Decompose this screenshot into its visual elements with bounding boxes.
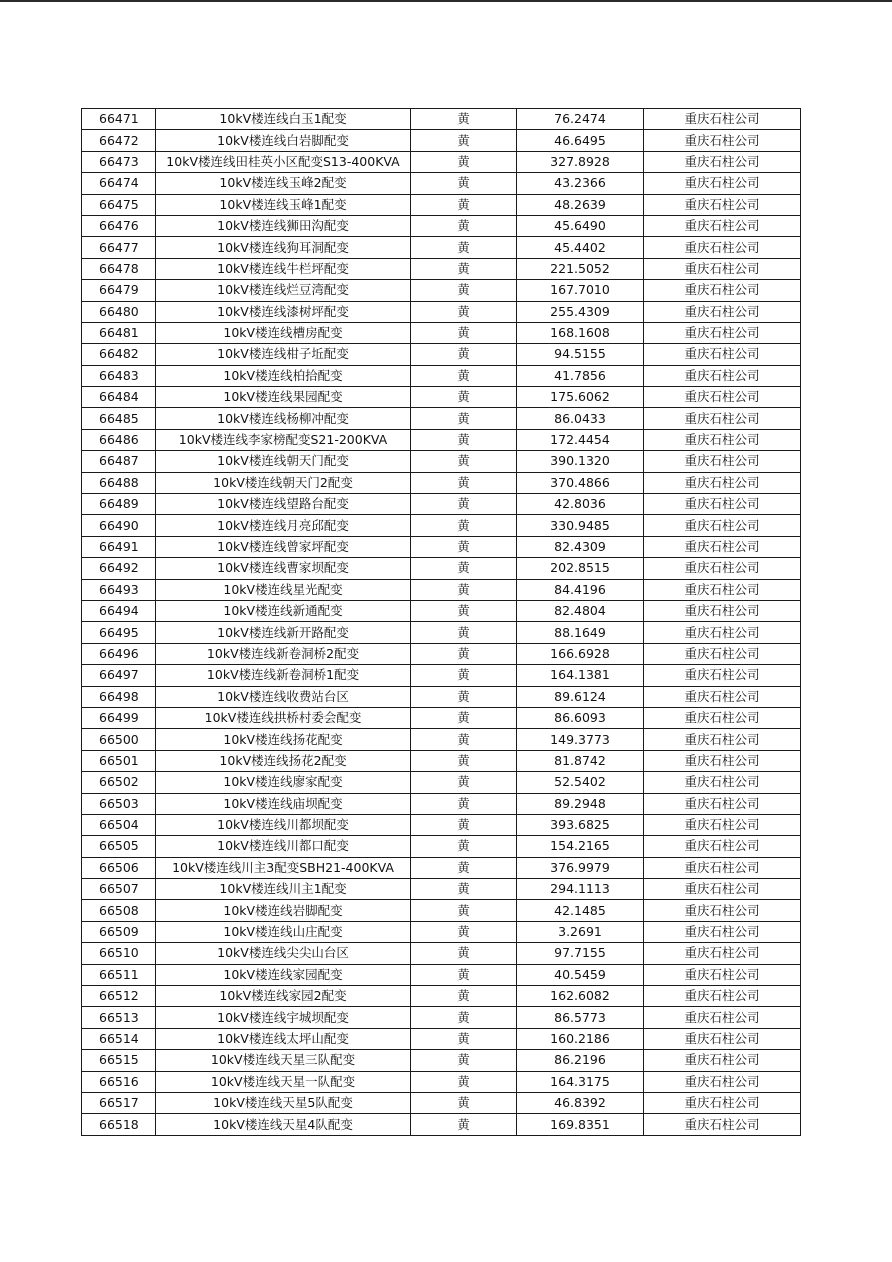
row-id-cell: 66493 <box>82 579 156 600</box>
transformer-name-cell: 10kV楼连线家园配变 <box>156 964 411 985</box>
table-row <box>82 579 801 600</box>
transformer-name-cell: 10kV楼连线尖尖山台区 <box>156 943 411 964</box>
value-cell: 42.1485 <box>517 900 644 921</box>
company-cell: 重庆石柱公司 <box>644 814 801 835</box>
table-row <box>82 814 801 835</box>
table-row <box>82 879 801 900</box>
row-id-cell: 66484 <box>82 387 156 408</box>
warning-level-cell: 黄 <box>411 986 517 1007</box>
value-cell: 76.2474 <box>517 109 644 130</box>
table-row <box>82 258 801 279</box>
value-cell: 48.2639 <box>517 194 644 215</box>
company-cell: 重庆石柱公司 <box>644 750 801 771</box>
value-cell: 393.6825 <box>517 814 644 835</box>
table-row <box>82 558 801 579</box>
company-cell: 重庆石柱公司 <box>644 1050 801 1071</box>
company-cell: 重庆石柱公司 <box>644 600 801 621</box>
value-cell: 42.8036 <box>517 494 644 515</box>
transformer-name-cell: 10kV楼连线天星5队配变 <box>156 1092 411 1113</box>
company-cell: 重庆石柱公司 <box>644 429 801 450</box>
warning-level-cell: 黄 <box>411 151 517 172</box>
row-id-cell: 66499 <box>82 707 156 728</box>
table-row <box>82 365 801 386</box>
table-row <box>82 408 801 429</box>
company-cell: 重庆石柱公司 <box>644 665 801 686</box>
warning-level-cell: 黄 <box>411 814 517 835</box>
value-cell: 164.1381 <box>517 665 644 686</box>
table-row <box>82 665 801 686</box>
company-cell: 重庆石柱公司 <box>644 643 801 664</box>
warning-level-cell: 黄 <box>411 280 517 301</box>
warning-level-cell: 黄 <box>411 686 517 707</box>
value-cell: 168.1608 <box>517 322 644 343</box>
transformer-name-cell: 10kV楼连线朝天门2配变 <box>156 472 411 493</box>
value-cell: 40.5459 <box>517 964 644 985</box>
value-cell: 45.6490 <box>517 215 644 236</box>
warning-level-cell: 黄 <box>411 237 517 258</box>
row-id-cell: 66487 <box>82 451 156 472</box>
warning-level-cell: 黄 <box>411 1007 517 1028</box>
table-row <box>82 536 801 557</box>
value-cell: 169.8351 <box>517 1114 644 1135</box>
data-table <box>81 108 801 1136</box>
value-cell: 81.8742 <box>517 750 644 771</box>
transformer-name-cell: 10kV楼连线曹家坝配变 <box>156 558 411 579</box>
transformer-name-cell: 10kV楼连线家园2配变 <box>156 986 411 1007</box>
transformer-name-cell: 10kV楼连线新通配变 <box>156 600 411 621</box>
table-row <box>82 964 801 985</box>
company-cell: 重庆石柱公司 <box>644 707 801 728</box>
row-id-cell: 66474 <box>82 173 156 194</box>
warning-level-cell: 黄 <box>411 772 517 793</box>
warning-level-cell: 黄 <box>411 558 517 579</box>
row-id-cell: 66495 <box>82 622 156 643</box>
value-cell: 255.4309 <box>517 301 644 322</box>
company-cell: 重庆石柱公司 <box>644 494 801 515</box>
value-cell: 86.5773 <box>517 1007 644 1028</box>
transformer-name-cell: 10kV楼连线曾家坪配变 <box>156 536 411 557</box>
table-row <box>82 900 801 921</box>
row-id-cell: 66478 <box>82 258 156 279</box>
value-cell: 89.2948 <box>517 793 644 814</box>
value-cell: 330.9485 <box>517 515 644 536</box>
value-cell: 97.7155 <box>517 943 644 964</box>
transformer-name-cell: 10kV楼连线槽房配变 <box>156 322 411 343</box>
table-row <box>82 836 801 857</box>
transformer-name-cell: 10kV楼连线田桂英小区配变S13-400KVA <box>156 151 411 172</box>
table-row <box>82 280 801 301</box>
table-row <box>82 707 801 728</box>
table-row <box>82 772 801 793</box>
value-cell: 390.1320 <box>517 451 644 472</box>
warning-level-cell: 黄 <box>411 836 517 857</box>
table-row <box>82 622 801 643</box>
transformer-name-cell: 10kV楼连线收费站台区 <box>156 686 411 707</box>
value-cell: 52.5402 <box>517 772 644 793</box>
transformer-name-cell: 10kV楼连线烂豆湾配变 <box>156 280 411 301</box>
row-id-cell: 66504 <box>82 814 156 835</box>
row-id-cell: 66509 <box>82 921 156 942</box>
value-cell: 46.8392 <box>517 1092 644 1113</box>
table-row <box>82 600 801 621</box>
table-row <box>82 472 801 493</box>
row-id-cell: 66476 <box>82 215 156 236</box>
table-row <box>82 921 801 942</box>
company-cell: 重庆石柱公司 <box>644 536 801 557</box>
row-id-cell: 66489 <box>82 494 156 515</box>
value-cell: 154.2165 <box>517 836 644 857</box>
warning-level-cell: 黄 <box>411 365 517 386</box>
value-cell: 88.1649 <box>517 622 644 643</box>
table-body <box>82 109 801 1136</box>
row-id-cell: 66485 <box>82 408 156 429</box>
row-id-cell: 66517 <box>82 1092 156 1113</box>
company-cell: 重庆石柱公司 <box>644 558 801 579</box>
company-cell: 重庆石柱公司 <box>644 322 801 343</box>
company-cell: 重庆石柱公司 <box>644 964 801 985</box>
table-row <box>82 1028 801 1049</box>
table-row <box>82 344 801 365</box>
company-cell: 重庆石柱公司 <box>644 130 801 151</box>
warning-level-cell: 黄 <box>411 1092 517 1113</box>
company-cell: 重庆石柱公司 <box>644 472 801 493</box>
transformer-name-cell: 10kV楼连线天星三队配变 <box>156 1050 411 1071</box>
row-id-cell: 66471 <box>82 109 156 130</box>
table-row <box>82 1007 801 1028</box>
value-cell: 376.9979 <box>517 857 644 878</box>
value-cell: 172.4454 <box>517 429 644 450</box>
row-id-cell: 66502 <box>82 772 156 793</box>
row-id-cell: 66508 <box>82 900 156 921</box>
row-id-cell: 66491 <box>82 536 156 557</box>
company-cell: 重庆石柱公司 <box>644 365 801 386</box>
row-id-cell: 66490 <box>82 515 156 536</box>
warning-level-cell: 黄 <box>411 130 517 151</box>
warning-level-cell: 黄 <box>411 173 517 194</box>
table-row <box>82 515 801 536</box>
warning-level-cell: 黄 <box>411 472 517 493</box>
company-cell: 重庆石柱公司 <box>644 408 801 429</box>
company-cell: 重庆石柱公司 <box>644 836 801 857</box>
company-cell: 重庆石柱公司 <box>644 1114 801 1135</box>
company-cell: 重庆石柱公司 <box>644 921 801 942</box>
value-cell: 86.2196 <box>517 1050 644 1071</box>
transformer-name-cell: 10kV楼连线天星4队配变 <box>156 1114 411 1135</box>
row-id-cell: 66483 <box>82 365 156 386</box>
warning-level-cell: 黄 <box>411 921 517 942</box>
warning-level-cell: 黄 <box>411 215 517 236</box>
company-cell: 重庆石柱公司 <box>644 215 801 236</box>
warning-level-cell: 黄 <box>411 301 517 322</box>
transformer-name-cell: 10kV楼连线柏拾配变 <box>156 365 411 386</box>
row-id-cell: 66510 <box>82 943 156 964</box>
table-row <box>82 301 801 322</box>
table-row <box>82 643 801 664</box>
warning-level-cell: 黄 <box>411 857 517 878</box>
value-cell: 162.6082 <box>517 986 644 1007</box>
transformer-name-cell: 10kV楼连线漆树坪配变 <box>156 301 411 322</box>
transformer-name-cell: 10kV楼连线庙坝配变 <box>156 793 411 814</box>
row-id-cell: 66479 <box>82 280 156 301</box>
warning-level-cell: 黄 <box>411 322 517 343</box>
value-cell: 89.6124 <box>517 686 644 707</box>
company-cell: 重庆石柱公司 <box>644 772 801 793</box>
value-cell: 84.4196 <box>517 579 644 600</box>
table-row <box>82 686 801 707</box>
value-cell: 45.4402 <box>517 237 644 258</box>
row-id-cell: 66507 <box>82 879 156 900</box>
warning-level-cell: 黄 <box>411 515 517 536</box>
warning-level-cell: 黄 <box>411 879 517 900</box>
warning-level-cell: 黄 <box>411 344 517 365</box>
warning-level-cell: 黄 <box>411 643 517 664</box>
company-cell: 重庆石柱公司 <box>644 194 801 215</box>
company-cell: 重庆石柱公司 <box>644 1028 801 1049</box>
row-id-cell: 66506 <box>82 857 156 878</box>
value-cell: 82.4309 <box>517 536 644 557</box>
row-id-cell: 66486 <box>82 429 156 450</box>
row-id-cell: 66513 <box>82 1007 156 1028</box>
company-cell: 重庆石柱公司 <box>644 622 801 643</box>
value-cell: 294.1113 <box>517 879 644 900</box>
row-id-cell: 66516 <box>82 1071 156 1092</box>
warning-level-cell: 黄 <box>411 1050 517 1071</box>
table-row <box>82 857 801 878</box>
value-cell: 86.0433 <box>517 408 644 429</box>
row-id-cell: 66496 <box>82 643 156 664</box>
row-id-cell: 66482 <box>82 344 156 365</box>
row-id-cell: 66511 <box>82 964 156 985</box>
table-row <box>82 729 801 750</box>
warning-level-cell: 黄 <box>411 194 517 215</box>
transformer-name-cell: 10kV楼连线扬花2配变 <box>156 750 411 771</box>
warning-level-cell: 黄 <box>411 579 517 600</box>
row-id-cell: 66503 <box>82 793 156 814</box>
transformer-name-cell: 10kV楼连线川都口配变 <box>156 836 411 857</box>
value-cell: 175.6062 <box>517 387 644 408</box>
page-top-rule <box>0 0 892 2</box>
warning-level-cell: 黄 <box>411 494 517 515</box>
warning-level-cell: 黄 <box>411 1028 517 1049</box>
warning-level-cell: 黄 <box>411 750 517 771</box>
warning-level-cell: 黄 <box>411 451 517 472</box>
row-id-cell: 66505 <box>82 836 156 857</box>
transformer-name-cell: 10kV楼连线李家榜配变S21-200KVA <box>156 429 411 450</box>
table-row <box>82 1092 801 1113</box>
transformer-name-cell: 10kV楼连线太坪山配变 <box>156 1028 411 1049</box>
value-cell: 3.2691 <box>517 921 644 942</box>
table-row <box>82 1114 801 1135</box>
value-cell: 202.8515 <box>517 558 644 579</box>
warning-level-cell: 黄 <box>411 600 517 621</box>
transformer-name-cell: 10kV楼连线川主3配变SBH21-400KVA <box>156 857 411 878</box>
table-row <box>82 1071 801 1092</box>
company-cell: 重庆石柱公司 <box>644 793 801 814</box>
warning-level-cell: 黄 <box>411 665 517 686</box>
table-row <box>82 986 801 1007</box>
transformer-name-cell: 10kV楼连线月亮邱配变 <box>156 515 411 536</box>
table-row <box>82 151 801 172</box>
row-id-cell: 66480 <box>82 301 156 322</box>
transformer-name-cell: 10kV楼连线白岩脚配变 <box>156 130 411 151</box>
value-cell: 43.2366 <box>517 173 644 194</box>
warning-level-cell: 黄 <box>411 1114 517 1135</box>
company-cell: 重庆石柱公司 <box>644 1007 801 1028</box>
company-cell: 重庆石柱公司 <box>644 900 801 921</box>
row-id-cell: 66477 <box>82 237 156 258</box>
value-cell: 167.7010 <box>517 280 644 301</box>
table-row <box>82 750 801 771</box>
table-row <box>82 387 801 408</box>
row-id-cell: 66498 <box>82 686 156 707</box>
transformer-name-cell: 10kV楼连线果园配变 <box>156 387 411 408</box>
table-row <box>82 173 801 194</box>
value-cell: 94.5155 <box>517 344 644 365</box>
company-cell: 重庆石柱公司 <box>644 258 801 279</box>
company-cell: 重庆石柱公司 <box>644 579 801 600</box>
transformer-name-cell: 10kV楼连线山庄配变 <box>156 921 411 942</box>
transformer-name-cell: 10kV楼连线新卷洞桥1配变 <box>156 665 411 686</box>
transformer-name-cell: 10kV楼连线新卷洞桥2配变 <box>156 643 411 664</box>
company-cell: 重庆石柱公司 <box>644 280 801 301</box>
transformer-name-cell: 10kV楼连线拱桥村委会配变 <box>156 707 411 728</box>
row-id-cell: 66500 <box>82 729 156 750</box>
table-row <box>82 1050 801 1071</box>
warning-level-cell: 黄 <box>411 793 517 814</box>
value-cell: 166.6928 <box>517 643 644 664</box>
transformer-name-cell: 10kV楼连线牛栏坪配变 <box>156 258 411 279</box>
transformer-name-cell: 10kV楼连线狮田沟配变 <box>156 215 411 236</box>
value-cell: 41.7856 <box>517 365 644 386</box>
company-cell: 重庆石柱公司 <box>644 1092 801 1113</box>
table-row <box>82 130 801 151</box>
warning-level-cell: 黄 <box>411 387 517 408</box>
table-row <box>82 451 801 472</box>
transformer-name-cell: 10kV楼连线白玉1配变 <box>156 109 411 130</box>
value-cell: 327.8928 <box>517 151 644 172</box>
warning-level-cell: 黄 <box>411 943 517 964</box>
row-id-cell: 66481 <box>82 322 156 343</box>
value-cell: 164.3175 <box>517 1071 644 1092</box>
transformer-name-cell: 10kV楼连线星光配变 <box>156 579 411 600</box>
transformer-name-cell: 10kV楼连线玉峰2配变 <box>156 173 411 194</box>
company-cell: 重庆石柱公司 <box>644 109 801 130</box>
warning-level-cell: 黄 <box>411 900 517 921</box>
transformer-name-cell: 10kV楼连线望路台配变 <box>156 494 411 515</box>
transformer-name-cell: 10kV楼连线川主1配变 <box>156 879 411 900</box>
transformer-name-cell: 10kV楼连线天星一队配变 <box>156 1071 411 1092</box>
row-id-cell: 66518 <box>82 1114 156 1135</box>
warning-level-cell: 黄 <box>411 707 517 728</box>
warning-level-cell: 黄 <box>411 1071 517 1092</box>
table-row <box>82 194 801 215</box>
row-id-cell: 66488 <box>82 472 156 493</box>
warning-level-cell: 黄 <box>411 622 517 643</box>
table-row <box>82 494 801 515</box>
row-id-cell: 66473 <box>82 151 156 172</box>
transformer-name-cell: 10kV楼连线宇城坝配变 <box>156 1007 411 1028</box>
table-row <box>82 322 801 343</box>
warning-level-cell: 黄 <box>411 258 517 279</box>
value-cell: 370.4866 <box>517 472 644 493</box>
company-cell: 重庆石柱公司 <box>644 173 801 194</box>
company-cell: 重庆石柱公司 <box>644 857 801 878</box>
row-id-cell: 66472 <box>82 130 156 151</box>
company-cell: 重庆石柱公司 <box>644 729 801 750</box>
company-cell: 重庆石柱公司 <box>644 344 801 365</box>
table-row <box>82 215 801 236</box>
row-id-cell: 66492 <box>82 558 156 579</box>
value-cell: 46.6495 <box>517 130 644 151</box>
warning-level-cell: 黄 <box>411 408 517 429</box>
transformer-name-cell: 10kV楼连线玉峰1配变 <box>156 194 411 215</box>
company-cell: 重庆石柱公司 <box>644 1071 801 1092</box>
warning-level-cell: 黄 <box>411 729 517 750</box>
row-id-cell: 66514 <box>82 1028 156 1049</box>
row-id-cell: 66497 <box>82 665 156 686</box>
warning-level-cell: 黄 <box>411 536 517 557</box>
company-cell: 重庆石柱公司 <box>644 686 801 707</box>
company-cell: 重庆石柱公司 <box>644 151 801 172</box>
table-row <box>82 109 801 130</box>
transformer-name-cell: 10kV楼连线岩脚配变 <box>156 900 411 921</box>
company-cell: 重庆石柱公司 <box>644 943 801 964</box>
company-cell: 重庆石柱公司 <box>644 237 801 258</box>
value-cell: 82.4804 <box>517 600 644 621</box>
transformer-name-cell: 10kV楼连线朝天门配变 <box>156 451 411 472</box>
company-cell: 重庆石柱公司 <box>644 515 801 536</box>
value-cell: 221.5052 <box>517 258 644 279</box>
table-row <box>82 237 801 258</box>
row-id-cell: 66515 <box>82 1050 156 1071</box>
company-cell: 重庆石柱公司 <box>644 451 801 472</box>
table-row <box>82 943 801 964</box>
company-cell: 重庆石柱公司 <box>644 986 801 1007</box>
table-row <box>82 429 801 450</box>
transformer-name-cell: 10kV楼连线柑子坵配变 <box>156 344 411 365</box>
value-cell: 149.3773 <box>517 729 644 750</box>
value-cell: 160.2186 <box>517 1028 644 1049</box>
transformer-name-cell: 10kV楼连线新开路配变 <box>156 622 411 643</box>
transformer-name-cell: 10kV楼连线廖家配变 <box>156 772 411 793</box>
company-cell: 重庆石柱公司 <box>644 879 801 900</box>
transformer-name-cell: 10kV楼连线川都坝配变 <box>156 814 411 835</box>
row-id-cell: 66494 <box>82 600 156 621</box>
company-cell: 重庆石柱公司 <box>644 301 801 322</box>
warning-level-cell: 黄 <box>411 429 517 450</box>
row-id-cell: 66512 <box>82 986 156 1007</box>
transformer-name-cell: 10kV楼连线杨柳冲配变 <box>156 408 411 429</box>
company-cell: 重庆石柱公司 <box>644 387 801 408</box>
transformer-name-cell: 10kV楼连线扬花配变 <box>156 729 411 750</box>
row-id-cell: 66501 <box>82 750 156 771</box>
table-row <box>82 793 801 814</box>
warning-level-cell: 黄 <box>411 964 517 985</box>
value-cell: 86.6093 <box>517 707 644 728</box>
row-id-cell: 66475 <box>82 194 156 215</box>
transformer-name-cell: 10kV楼连线狗耳洞配变 <box>156 237 411 258</box>
warning-level-cell: 黄 <box>411 109 517 130</box>
